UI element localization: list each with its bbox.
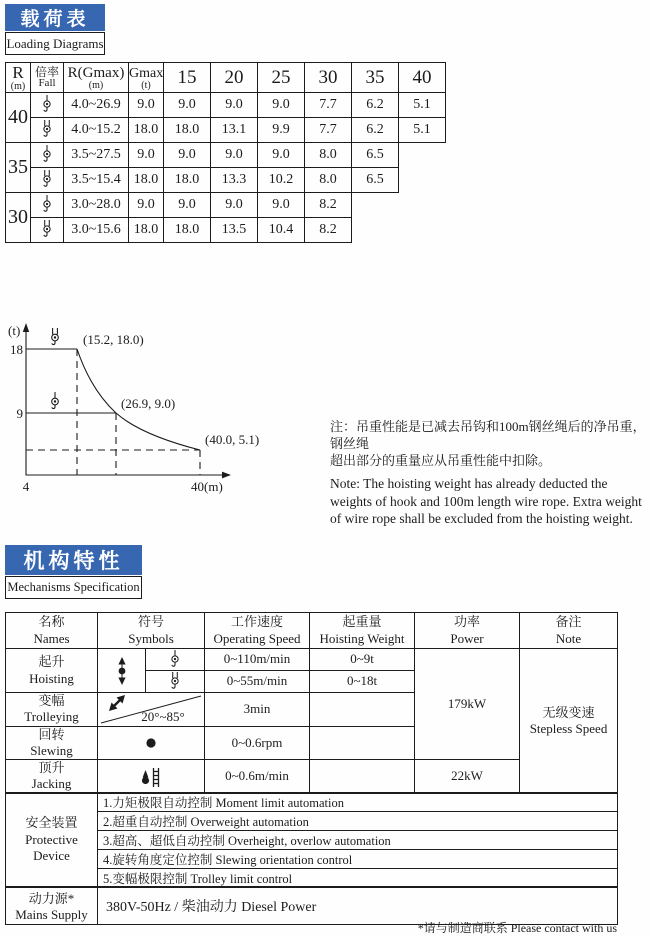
- double-fall-icon: [31, 118, 64, 143]
- cell-value: 18.0: [164, 118, 211, 143]
- cell-value: 13.1: [211, 118, 258, 143]
- mechanisms-section-header: [5, 545, 142, 599]
- empty-cell: [352, 218, 399, 243]
- cell-value: 18.0: [164, 218, 211, 243]
- cell-value: 9.9: [258, 118, 305, 143]
- table-row: [6, 812, 618, 831]
- cell-value: 10.4: [258, 218, 305, 243]
- cell-value: 5.1: [399, 93, 446, 118]
- contact-manufacturer-note: *请与制造商联系 Please contact with us: [417, 921, 617, 935]
- section-title-cn: 载荷表: [5, 4, 105, 31]
- jacking-speed: 0~0.6m/min: [205, 760, 310, 794]
- cell-value: 6.2: [352, 118, 399, 143]
- cell-range: 3.5~27.5: [64, 143, 129, 168]
- table-row: [6, 831, 618, 850]
- double-fall-icon: [146, 671, 205, 693]
- cell-value: 9.0: [211, 193, 258, 218]
- cell-value: 9.0: [258, 143, 305, 168]
- row-label-hoisting: 起升 Hoisting: [6, 649, 98, 693]
- section-title-en: Mechanisms Specification: [5, 576, 142, 599]
- col-header-30: 30: [305, 63, 352, 93]
- cell-value: 9.0: [211, 93, 258, 118]
- col-header-symbols: 符号 Symbols: [98, 613, 205, 649]
- table-row: [6, 118, 446, 143]
- col-header-names: 名称 Names: [6, 613, 98, 649]
- radius-30: 30: [6, 193, 31, 243]
- single-fall-icon: [31, 93, 64, 118]
- safety-item: 1.力矩极限自动控制 Moment limit automation: [98, 793, 618, 812]
- col-header-speed: 工作速度 Operating Speed: [205, 613, 310, 649]
- cell-value: 9.0: [258, 93, 305, 118]
- cell-value: 10.2: [258, 168, 305, 193]
- cell-gmax: 18.0: [129, 218, 164, 243]
- load-curve-chart: [4, 318, 324, 513]
- empty-cell: [399, 168, 446, 193]
- luffing-arrow-icon: [109, 695, 125, 711]
- table-row: [6, 168, 446, 193]
- cell-value: 5.1: [399, 118, 446, 143]
- col-header-fall: 倍率 Fall: [31, 63, 64, 93]
- section-title-cn: 机构特性: [5, 545, 142, 575]
- safety-item: 4.旋转角度定位控制 Slewing orientation control: [98, 850, 618, 869]
- col-header-radius: R (m): [6, 63, 31, 93]
- col-header-25: 25: [258, 63, 305, 93]
- cell-value: 7.7: [305, 93, 352, 118]
- cell-value: 9.0: [211, 143, 258, 168]
- cell-value: 6.2: [352, 93, 399, 118]
- trolleying-speed: 3min: [205, 693, 310, 727]
- cell-value: 8.2: [305, 193, 352, 218]
- table-row: [6, 649, 618, 671]
- cell-gmax: 18.0: [129, 118, 164, 143]
- mechanisms-table: [5, 612, 618, 794]
- y-axis-label: (t): [8, 323, 21, 338]
- hoisting-speed-single: 0~110m/min: [205, 649, 310, 671]
- note-cn-line2: 超出部分的重量应从吊重性能中扣除。: [330, 453, 552, 468]
- table-row: [6, 193, 446, 218]
- cell-value: 13.3: [211, 168, 258, 193]
- col-header-40: 40: [399, 63, 446, 93]
- slewing-dot-icon: [98, 726, 205, 760]
- row-label-mains-supply: 动力源* Mains Supply: [6, 887, 98, 925]
- table-header-row: [6, 613, 618, 649]
- slewing-weight: [310, 726, 415, 760]
- hoisting-weight-single: 0~9t: [310, 649, 415, 671]
- table-header-row: [6, 63, 446, 93]
- table-row: [6, 793, 618, 812]
- double-fall-icon: [52, 328, 59, 345]
- empty-cell: [399, 218, 446, 243]
- jacking-power: 22kW: [415, 760, 520, 794]
- table-row: [6, 93, 446, 118]
- point-label-1: (15.2, 18.0): [83, 332, 144, 347]
- table-row: [6, 850, 618, 869]
- cell-gmax: 18.0: [129, 168, 164, 193]
- y-tick-9: 9: [16, 406, 23, 421]
- cell-range: 3.0~15.6: [64, 218, 129, 243]
- cell-value: 8.2: [305, 218, 352, 243]
- row-label-protective-device: 安全装置 Protective Device: [6, 793, 98, 888]
- trolleying-weight: [310, 693, 415, 727]
- cell-value: 13.5: [211, 218, 258, 243]
- cell-gmax: 9.0: [129, 193, 164, 218]
- protective-device-table: [5, 792, 618, 888]
- note-en: Note: The hoisting weight has already deducted the weights of hook and 100m length wire rope. Extra weight of wire rope shall be excluded from the hoisting weight.: [330, 476, 642, 526]
- row-label-jacking: 顶升 Jacking: [6, 760, 98, 794]
- col-header-35: 35: [352, 63, 399, 93]
- double-fall-icon: [31, 168, 64, 193]
- col-header-20: 20: [211, 63, 258, 93]
- note-cn-line1: 注：吊重性能是已减去吊钩和100m钢丝绳后的净吊重，钢丝绳: [330, 419, 646, 451]
- jacking-weight: [310, 760, 415, 794]
- radius-40: 40: [6, 93, 31, 143]
- single-fall-icon: [31, 193, 64, 218]
- table-row: [6, 218, 446, 243]
- cell-value: 6.5: [352, 143, 399, 168]
- cell-gmax: 9.0: [129, 93, 164, 118]
- power-main: 179kW: [415, 649, 520, 760]
- jacking-ladder-icon: [98, 760, 205, 794]
- col-header-power: 功率 Power: [415, 613, 520, 649]
- cell-range: 4.0~26.9: [64, 93, 129, 118]
- radius-35: 35: [6, 143, 31, 193]
- hoist-updown-arrow-icon: [98, 649, 146, 693]
- cell-range: 3.0~28.0: [64, 193, 129, 218]
- safety-item: 5.变幅极限控制 Trolley limit control: [98, 869, 618, 888]
- col-header-note: 备注 Note: [520, 613, 618, 649]
- safety-item: 2.超重自动控制 Overweight automation: [98, 812, 618, 831]
- luffing-angle-symbol: [98, 693, 205, 727]
- cell-value: 9.0: [258, 193, 305, 218]
- loading-table: [5, 62, 446, 243]
- empty-cell: [399, 193, 446, 218]
- row-label-slewing: 回转 Slewing: [6, 726, 98, 760]
- cell-value: 9.0: [164, 143, 211, 168]
- x-end-label: 40(m): [191, 479, 223, 494]
- row-label-trolleying: 变幅 Trolleying: [6, 693, 98, 727]
- empty-cell: [399, 143, 446, 168]
- safety-item: 3.超高、超低自动控制 Overheight, overlow automation: [98, 831, 618, 850]
- double-fall-icon: [31, 218, 64, 243]
- empty-cell: [352, 193, 399, 218]
- cell-value: 7.7: [305, 118, 352, 143]
- hoisting-weight-double: 0~18t: [310, 671, 415, 693]
- point-label-2: (26.9, 9.0): [121, 396, 176, 411]
- note-stepless-speed: 无级变速 Stepless Speed: [520, 649, 618, 794]
- col-header-gmax: Gmax (t): [129, 63, 164, 93]
- loading-diagrams-section-header: [5, 4, 105, 55]
- table-row: [6, 143, 446, 168]
- single-fall-icon: [31, 143, 64, 168]
- hoisting-speed-double: 0~55m/min: [205, 671, 310, 693]
- cell-value: 9.0: [164, 93, 211, 118]
- x-origin-label: 4: [22, 479, 30, 494]
- col-header-15: 15: [164, 63, 211, 93]
- col-header-rgmax: R(Gmax) (m): [64, 63, 129, 93]
- cell-value: 6.5: [352, 168, 399, 193]
- mains-supply-value: 380V-50Hz / 柴油动力 Diesel Power: [98, 887, 618, 925]
- cell-value: 8.0: [305, 168, 352, 193]
- y-axis-arrow: [23, 323, 29, 332]
- single-fall-icon: [146, 649, 205, 671]
- hoisting-weight-note: [330, 418, 648, 528]
- cell-range: 4.0~15.2: [64, 118, 129, 143]
- y-tick-18: 18: [10, 342, 23, 357]
- luffing-angle-range: 20°~85°: [140, 709, 185, 725]
- cell-gmax: 9.0: [129, 143, 164, 168]
- slewing-speed: 0~0.6rpm: [205, 726, 310, 760]
- x-axis-arrow: [222, 472, 231, 479]
- section-title-en: Loading Diagrams: [5, 32, 105, 55]
- col-header-weight: 起重量 Hoisting Weight: [310, 613, 415, 649]
- table-row: [6, 869, 618, 888]
- cell-value: 8.0: [305, 143, 352, 168]
- cell-value: 9.0: [164, 193, 211, 218]
- single-fall-icon: [52, 392, 59, 409]
- point-label-3: (40.0, 5.1): [205, 432, 260, 447]
- cell-value: 18.0: [164, 168, 211, 193]
- cell-range: 3.5~15.4: [64, 168, 129, 193]
